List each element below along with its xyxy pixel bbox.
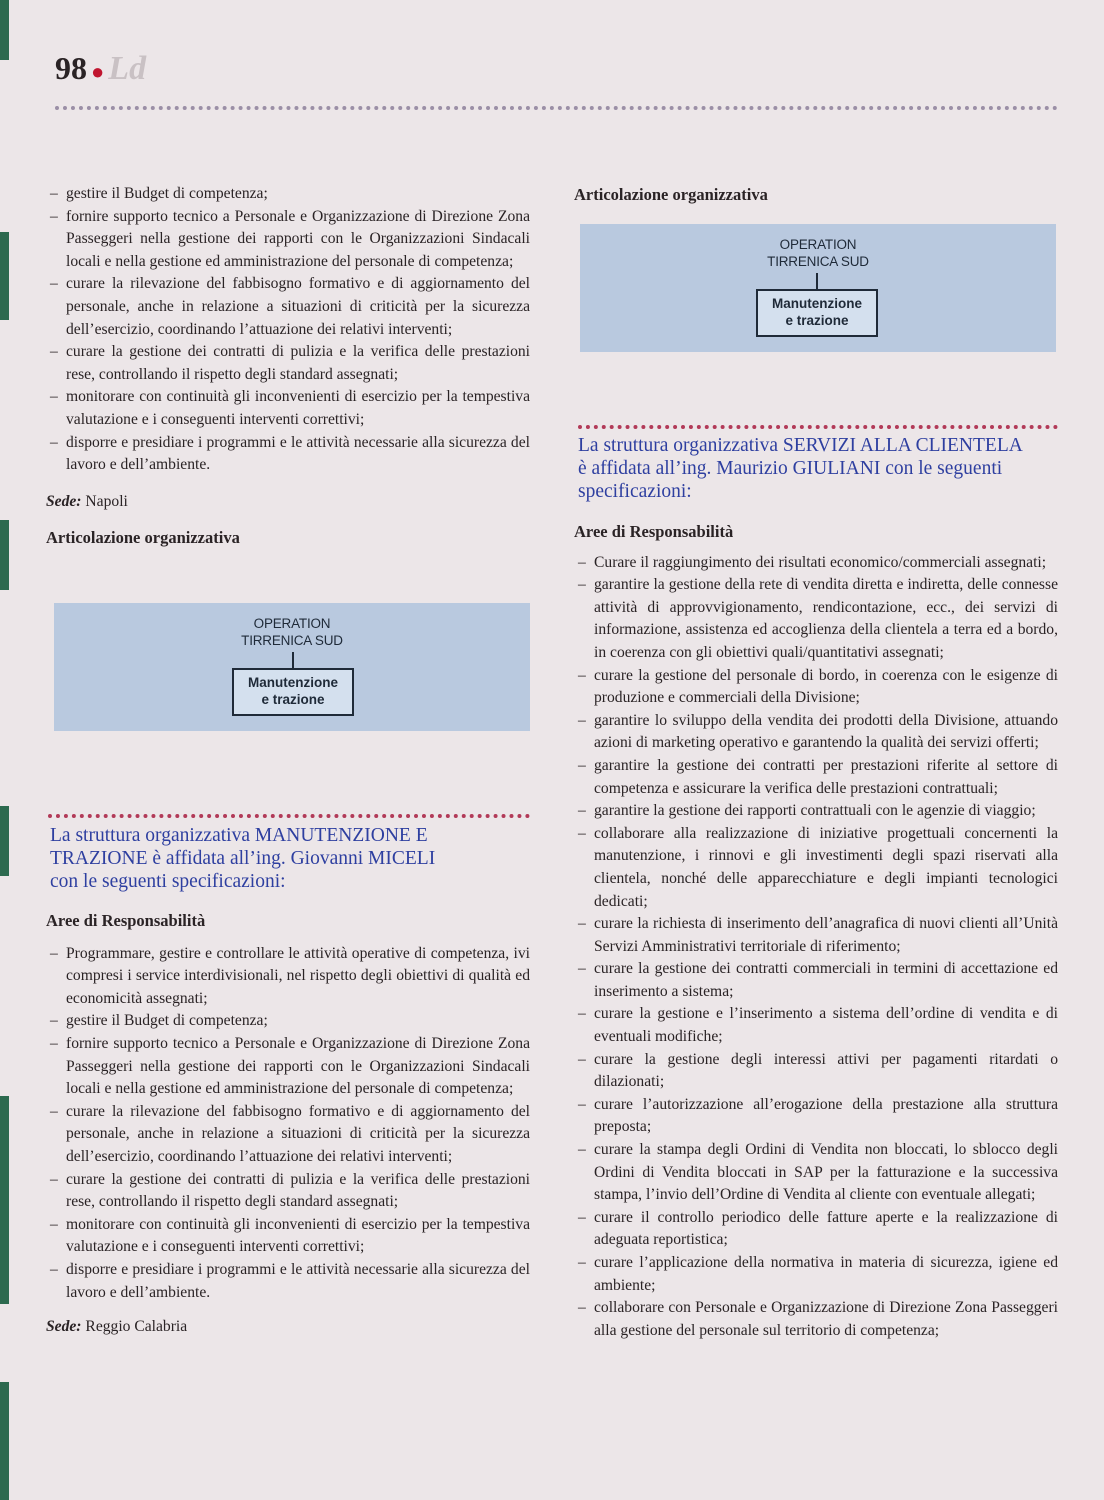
list-item: – curare la rilevazione del fabbisogno formativo e di aggiornamento del personale, anche in relazione a situazioni di criticità per la sicurezza dell’esercizio, coordinando l’attuazione dei relativi interventi; bbox=[46, 273, 530, 341]
sede-line bbox=[46, 491, 530, 514]
org-node-label: Manutenzione bbox=[772, 296, 862, 311]
org-node-root-line1: OPERATION bbox=[253, 616, 331, 631]
section-title-line: con le seguenti specificazioni: bbox=[50, 871, 286, 892]
org-connector bbox=[816, 273, 818, 289]
list-item: – curare la stampa degli Ordini di Vendita non bloccati, lo sblocco degli Ordini di Vendita bloccati in SAP per la fatturazione e la successiva stampa, l’invio dell’Ordine di Vendita al cliente con eventuale allegati; bbox=[574, 1139, 1058, 1207]
org-connector bbox=[292, 652, 294, 668]
list-item: – gestire il Budget di competenza; bbox=[46, 1010, 530, 1033]
magazine-logo: Ld bbox=[108, 50, 147, 87]
page-edge-mark bbox=[0, 806, 9, 876]
page-edge-mark bbox=[0, 232, 9, 320]
list-item: – garantire la gestione dei rapporti contrattuali con le agenzie di viaggio; bbox=[574, 800, 1058, 823]
section-title bbox=[578, 434, 1023, 503]
list-item: – curare la richiesta di inserimento dell’anagrafica di nuovi clienti all’Unità Servizi Amministrativi territoriale di riferimento; bbox=[574, 913, 1058, 958]
org-node-root-line2: TIRRENICA SUD bbox=[241, 633, 343, 648]
aree-heading: Aree di Responsabilità bbox=[46, 911, 206, 930]
org-node-label: Manutenzione bbox=[248, 675, 338, 690]
list-item: – curare la rilevazione del fabbisogno formativo e di aggiornamento del personale, anche in relazione a situazioni di criticità per la sicurezza dell’esercizio, coordinando l’attuazione dei relativi interventi; bbox=[46, 1101, 530, 1169]
page-edge-mark bbox=[0, 1096, 9, 1304]
list-item: – curare la gestione dei contratti di pulizia e la verifica delle prestazioni rese, controllando il rispetto degli standard assegnati; bbox=[46, 341, 530, 386]
list-item: – garantire lo sviluppo della vendita dei prodotti della Divisione, attuando azioni di marketing operativo e garantendo la qualità dei servizi offerti; bbox=[574, 710, 1058, 755]
list-item: – curare la gestione degli interessi attivi per pagamenti ritardati o dilazionati; bbox=[574, 1049, 1058, 1094]
list-item: – disporre e presidiare i programmi e le attività necessarie alla sicurezza del lavoro e dell’ambiente. bbox=[46, 432, 530, 477]
list-item: – curare la gestione dei contratti commerciali in termini di accettazione ed inserimento a sistema; bbox=[574, 958, 1058, 1003]
list-item: – curare la gestione e l’inserimento a sistema dell’ordine di vendita e di eventuali modifiche; bbox=[574, 1003, 1058, 1048]
list-item: – Curare il raggiungimento dei risultati economico/commerciali assegnati; bbox=[574, 552, 1058, 575]
org-chart bbox=[54, 603, 530, 731]
org-node-label: e trazione bbox=[261, 692, 325, 707]
list-item: – curare il controllo periodico delle fatture aperte e la realizzazione di adeguata reportistica; bbox=[574, 1207, 1058, 1252]
list-item: – monitorare con continuità gli inconvenienti di esercizio per la tempestiva valutazione e i conseguenti interventi correttivi; bbox=[46, 1214, 530, 1259]
right-column-top bbox=[574, 184, 1058, 207]
list-item: – collaborare con Personale e Organizzazione di Direzione Zona Passeggeri alla gestione del personale sul territorio di competenza; bbox=[574, 1297, 1058, 1342]
articolazione-heading: Articolazione organizzativa bbox=[46, 528, 240, 548]
sede-value: Napoli bbox=[81, 492, 128, 510]
section-title bbox=[50, 824, 435, 893]
left-column-top bbox=[46, 183, 530, 550]
responsibility-list bbox=[574, 552, 1058, 1343]
page-edge-mark bbox=[0, 520, 9, 590]
org-node-manutenzione bbox=[756, 289, 878, 337]
org-chart bbox=[580, 224, 1056, 352]
sede-label: Sede: bbox=[46, 1318, 82, 1336]
page-edge-mark bbox=[0, 1382, 9, 1500]
section-dotted-rule bbox=[48, 814, 530, 818]
org-node-label: e trazione bbox=[785, 313, 849, 328]
sede-value: Reggio Calabria bbox=[81, 1318, 188, 1336]
sede-line bbox=[46, 1316, 530, 1339]
section-title-line: La struttura organizzativa SERVIZI ALLA CLIENTELA bbox=[578, 435, 1023, 456]
list-item: – curare l’autorizzazione all’erogazione della prestazione alla struttura preposta; bbox=[574, 1094, 1058, 1139]
list-item: – curare la gestione del personale di bordo, in coerenza con le esigenze di produzione e commerciali della Divisione; bbox=[574, 665, 1058, 710]
page-edge-mark bbox=[0, 0, 9, 60]
left-column-bottom bbox=[46, 910, 530, 1339]
list-item: – garantire la gestione della rete di vendita diretta e indiretta, delle connesse attività di approvvigionamento, rendicontazione, ecc., dei servizi di informazione, assistenza ed accoglienza della clientela a terra ed a bordo, in coerenza con gli obiettivi quali/quantitativi assegnati; bbox=[574, 574, 1058, 664]
section-title-line: è affidata all’ing. Maurizio GIULIANI con le seguenti bbox=[578, 458, 1003, 479]
right-column-bottom bbox=[574, 521, 1058, 1342]
bullet-dot: ● bbox=[91, 58, 105, 84]
list-item: – garantire la gestione dei contratti per prestazioni riferite al settore di competenza e assicurare la verifica delle prestazioni contrattuali; bbox=[574, 755, 1058, 800]
section-title-line: specificazioni: bbox=[578, 481, 692, 502]
section-dotted-rule bbox=[578, 425, 1058, 429]
aree-heading: Aree di Responsabilità bbox=[574, 522, 734, 541]
list-item: – collaborare alla realizzazione di iniziative progettuali concernenti la manutenzione, i rinnovi e gli investimenti degli spazi riservati alla clientela, nonché delle apparecchiature e degli impianti tecnologici dedicati; bbox=[574, 823, 1058, 913]
responsibility-list bbox=[46, 183, 530, 477]
org-node-root-line2: TIRRENICA SUD bbox=[767, 254, 869, 269]
list-item: – Programmare, gestire e controllare le attività operative di competenza, ivi compresi i service interdivisionali, nel rispetto degli obiettivi di qualità ed economicità assegnati; bbox=[46, 943, 530, 1011]
header-dotted-rule bbox=[55, 106, 1058, 110]
list-item: – gestire il Budget di competenza; bbox=[46, 183, 530, 206]
responsibility-list bbox=[46, 943, 530, 1305]
page-header bbox=[55, 50, 146, 88]
section-title-line: La struttura organizzativa MANUTENZIONE E bbox=[50, 825, 428, 846]
articolazione-heading: Articolazione organizzativa bbox=[574, 185, 768, 204]
sede-label: Sede: bbox=[46, 492, 82, 510]
list-item: – curare l’applicazione della normativa in materia di sicurezza, igiene ed ambiente; bbox=[574, 1252, 1058, 1297]
org-node-root-line1: OPERATION bbox=[779, 237, 857, 252]
list-item: – disporre e presidiare i programmi e le attività necessarie alla sicurezza del lavoro e dell’ambiente. bbox=[46, 1259, 530, 1304]
list-item: – fornire supporto tecnico a Personale e Organizzazione di Direzione Zona Passeggeri nella gestione dei rapporti con le Organizzazioni Sindacali locali e nella gestione ed amministrazione del personale di competenza; bbox=[46, 206, 530, 274]
page-number: 98 bbox=[55, 50, 87, 86]
list-item: – fornire supporto tecnico a Personale e Organizzazione di Direzione Zona Passeggeri nella gestione dei rapporti con le Organizzazioni Sindacali locali e nella gestione ed amministrazione del personale di competenza; bbox=[46, 1033, 530, 1101]
section-title-line: TRAZIONE è affidata all’ing. Giovanni MICELI bbox=[50, 848, 436, 869]
org-node-manutenzione bbox=[232, 668, 354, 716]
list-item: – monitorare con continuità gli inconvenienti di esercizio per la tempestiva valutazione e i conseguenti interventi correttivi; bbox=[46, 386, 530, 431]
list-item: – curare la gestione dei contratti di pulizia e la verifica delle prestazioni rese, controllando il rispetto degli standard assegnati; bbox=[46, 1169, 530, 1214]
